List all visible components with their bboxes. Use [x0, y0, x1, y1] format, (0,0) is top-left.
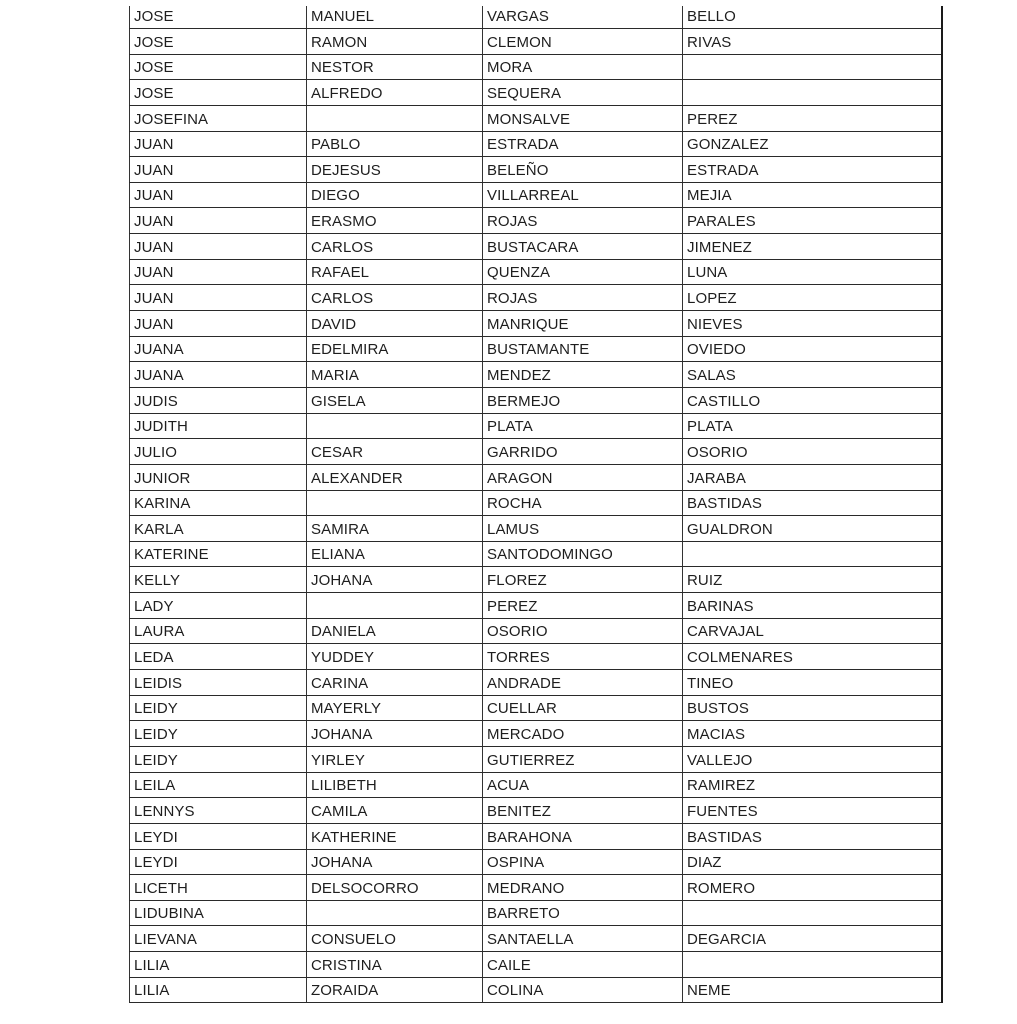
- cell-first-name: LEIDY: [130, 746, 307, 772]
- cell-second-name: CRISTINA: [307, 952, 483, 978]
- cell-first-name: JUAN: [130, 131, 307, 157]
- cell-second-name: MANUEL: [307, 6, 483, 29]
- table-row: [130, 387, 942, 413]
- cell-first-surname: SANTAELLA: [483, 926, 683, 952]
- cell-second-surname: DIAZ: [683, 849, 942, 875]
- table-row: [130, 29, 942, 55]
- table-row: [130, 593, 942, 619]
- cell-first-name: JOSE: [130, 29, 307, 55]
- cell-first-name: JUAN: [130, 157, 307, 183]
- cell-second-name: ALEXANDER: [307, 464, 483, 490]
- cell-first-name: JUAN: [130, 259, 307, 285]
- cell-first-surname: LAMUS: [483, 516, 683, 542]
- cell-first-surname: SANTODOMINGO: [483, 541, 683, 567]
- cell-second-surname: COLMENARES: [683, 644, 942, 670]
- table-row: [130, 849, 942, 875]
- cell-first-surname: CUELLAR: [483, 695, 683, 721]
- table-row: [130, 798, 942, 824]
- cell-second-surname: OVIEDO: [683, 336, 942, 362]
- table-row: [130, 362, 942, 388]
- cell-first-name: JUAN: [130, 182, 307, 208]
- table-row: [130, 644, 942, 670]
- cell-second-name: CARINA: [307, 670, 483, 696]
- table-row: [130, 977, 942, 1003]
- cell-first-surname: VILLARREAL: [483, 182, 683, 208]
- table-row: [130, 234, 942, 260]
- cell-first-name: JUANA: [130, 362, 307, 388]
- table-row: [130, 6, 942, 29]
- cell-first-name: JOSE: [130, 80, 307, 106]
- cell-first-surname: OSORIO: [483, 618, 683, 644]
- table-row: [130, 823, 942, 849]
- cell-second-surname: FUENTES: [683, 798, 942, 824]
- cell-first-surname: PLATA: [483, 413, 683, 439]
- cell-second-name: LILIBETH: [307, 772, 483, 798]
- cell-second-surname: RIVAS: [683, 29, 942, 55]
- cell-second-surname: JIMENEZ: [683, 234, 942, 260]
- table-row: [130, 157, 942, 183]
- cell-second-surname: MACIAS: [683, 721, 942, 747]
- cell-second-surname: NEME: [683, 977, 942, 1003]
- cell-second-surname: GONZALEZ: [683, 131, 942, 157]
- cell-first-surname: ANDRADE: [483, 670, 683, 696]
- cell-second-name: [307, 490, 483, 516]
- cell-first-name: KARLA: [130, 516, 307, 542]
- table-row: [130, 311, 942, 337]
- cell-first-surname: ROCHA: [483, 490, 683, 516]
- cell-second-name: YUDDEY: [307, 644, 483, 670]
- cell-first-surname: FLOREZ: [483, 567, 683, 593]
- cell-first-name: JULIO: [130, 439, 307, 465]
- cell-second-surname: LUNA: [683, 259, 942, 285]
- table-row: [130, 567, 942, 593]
- cell-second-surname: GUALDRON: [683, 516, 942, 542]
- cell-second-surname: BASTIDAS: [683, 823, 942, 849]
- table-row: [130, 259, 942, 285]
- cell-first-surname: MORA: [483, 54, 683, 80]
- cell-second-name: GISELA: [307, 387, 483, 413]
- table-row: [130, 541, 942, 567]
- cell-first-surname: MEDRANO: [483, 875, 683, 901]
- cell-second-surname: CARVAJAL: [683, 618, 942, 644]
- cell-first-name: LEYDI: [130, 849, 307, 875]
- cell-first-name: LEIDIS: [130, 670, 307, 696]
- cell-second-surname: ROMERO: [683, 875, 942, 901]
- cell-first-name: JOSE: [130, 54, 307, 80]
- table-row: [130, 670, 942, 696]
- cell-first-surname: ROJAS: [483, 208, 683, 234]
- table-row: [130, 131, 942, 157]
- cell-second-name: KATHERINE: [307, 823, 483, 849]
- cell-first-surname: MENDEZ: [483, 362, 683, 388]
- cell-first-surname: ROJAS: [483, 285, 683, 311]
- table-row: [130, 182, 942, 208]
- cell-second-name: [307, 105, 483, 131]
- table-row: [130, 695, 942, 721]
- cell-second-surname: [683, 54, 942, 80]
- cell-first-name: LILIA: [130, 952, 307, 978]
- cell-second-name: CAMILA: [307, 798, 483, 824]
- table-row: [130, 875, 942, 901]
- cell-first-name: LEYDI: [130, 823, 307, 849]
- cell-second-name: RAMON: [307, 29, 483, 55]
- cell-second-name: [307, 413, 483, 439]
- cell-second-name: MAYERLY: [307, 695, 483, 721]
- cell-second-name: RAFAEL: [307, 259, 483, 285]
- names-table-body: [130, 6, 942, 1003]
- cell-first-surname: BENITEZ: [483, 798, 683, 824]
- cell-second-surname: OSORIO: [683, 439, 942, 465]
- cell-second-surname: DEGARCIA: [683, 926, 942, 952]
- cell-first-surname: CAILE: [483, 952, 683, 978]
- cell-second-name: CARLOS: [307, 234, 483, 260]
- cell-second-name: JOHANA: [307, 721, 483, 747]
- cell-first-name: LIEVANA: [130, 926, 307, 952]
- cell-second-name: CESAR: [307, 439, 483, 465]
- cell-first-surname: ESTRADA: [483, 131, 683, 157]
- table-row: [130, 772, 942, 798]
- cell-first-name: LENNYS: [130, 798, 307, 824]
- cell-second-name: NESTOR: [307, 54, 483, 80]
- cell-first-name: LILIA: [130, 977, 307, 1003]
- cell-first-name: LICETH: [130, 875, 307, 901]
- cell-second-name: DEJESUS: [307, 157, 483, 183]
- table-row: [130, 490, 942, 516]
- cell-second-name: ERASMO: [307, 208, 483, 234]
- cell-second-name: CARLOS: [307, 285, 483, 311]
- cell-second-name: JOHANA: [307, 567, 483, 593]
- cell-first-name: LAURA: [130, 618, 307, 644]
- cell-second-surname: BASTIDAS: [683, 490, 942, 516]
- cell-second-surname: PLATA: [683, 413, 942, 439]
- cell-first-name: JUAN: [130, 311, 307, 337]
- table-row: [130, 336, 942, 362]
- cell-first-surname: BUSTACARA: [483, 234, 683, 260]
- cell-second-name: [307, 900, 483, 926]
- cell-first-surname: MANRIQUE: [483, 311, 683, 337]
- cell-first-name: JUDITH: [130, 413, 307, 439]
- cell-first-name: KATERINE: [130, 541, 307, 567]
- cell-second-surname: [683, 900, 942, 926]
- cell-first-surname: ARAGON: [483, 464, 683, 490]
- table-row: [130, 746, 942, 772]
- cell-first-surname: GARRIDO: [483, 439, 683, 465]
- cell-first-surname: MERCADO: [483, 721, 683, 747]
- cell-first-surname: COLINA: [483, 977, 683, 1003]
- cell-first-name: LEILA: [130, 772, 307, 798]
- cell-second-surname: BELLO: [683, 6, 942, 29]
- table-row: [130, 285, 942, 311]
- cell-first-name: JUNIOR: [130, 464, 307, 490]
- cell-second-surname: PARALES: [683, 208, 942, 234]
- table-row: [130, 464, 942, 490]
- names-table: [129, 6, 943, 1003]
- table-row: [130, 721, 942, 747]
- cell-first-name: LEIDY: [130, 695, 307, 721]
- cell-first-name: KELLY: [130, 567, 307, 593]
- cell-second-name: DANIELA: [307, 618, 483, 644]
- cell-second-surname: ESTRADA: [683, 157, 942, 183]
- cell-second-name: ELIANA: [307, 541, 483, 567]
- cell-first-name: JOSE: [130, 6, 307, 29]
- cell-second-name: MARIA: [307, 362, 483, 388]
- cell-second-surname: NIEVES: [683, 311, 942, 337]
- table-row: [130, 926, 942, 952]
- cell-second-name: ALFREDO: [307, 80, 483, 106]
- cell-second-surname: BUSTOS: [683, 695, 942, 721]
- cell-second-name: SAMIRA: [307, 516, 483, 542]
- table-row: [130, 413, 942, 439]
- cell-first-name: LADY: [130, 593, 307, 619]
- cell-second-name: PABLO: [307, 131, 483, 157]
- cell-first-surname: MONSALVE: [483, 105, 683, 131]
- cell-first-name: LIDUBINA: [130, 900, 307, 926]
- table-row: [130, 516, 942, 542]
- cell-first-name: JUANA: [130, 336, 307, 362]
- cell-first-name: JUDIS: [130, 387, 307, 413]
- cell-second-surname: [683, 80, 942, 106]
- cell-first-surname: ACUA: [483, 772, 683, 798]
- cell-first-surname: BELEÑO: [483, 157, 683, 183]
- cell-first-surname: BUSTAMANTE: [483, 336, 683, 362]
- cell-first-name: JUAN: [130, 208, 307, 234]
- table-row: [130, 105, 942, 131]
- table-row: [130, 80, 942, 106]
- cell-second-name: ZORAIDA: [307, 977, 483, 1003]
- cell-first-name: JUAN: [130, 285, 307, 311]
- cell-first-surname: BARAHONA: [483, 823, 683, 849]
- cell-second-surname: BARINAS: [683, 593, 942, 619]
- cell-first-name: KARINA: [130, 490, 307, 516]
- table-row: [130, 208, 942, 234]
- cell-first-name: JUAN: [130, 234, 307, 260]
- cell-second-name: DELSOCORRO: [307, 875, 483, 901]
- cell-first-name: JOSEFINA: [130, 105, 307, 131]
- table-row: [130, 54, 942, 80]
- cell-first-surname: TORRES: [483, 644, 683, 670]
- cell-second-surname: [683, 952, 942, 978]
- table-row: [130, 439, 942, 465]
- cell-second-surname: JARABA: [683, 464, 942, 490]
- cell-second-surname: SALAS: [683, 362, 942, 388]
- cell-second-name: DIEGO: [307, 182, 483, 208]
- cell-first-surname: SEQUERA: [483, 80, 683, 106]
- cell-first-surname: BERMEJO: [483, 387, 683, 413]
- cell-second-surname: CASTILLO: [683, 387, 942, 413]
- cell-second-name: [307, 593, 483, 619]
- cell-first-surname: VARGAS: [483, 6, 683, 29]
- cell-second-surname: RAMIREZ: [683, 772, 942, 798]
- cell-second-surname: MEJIA: [683, 182, 942, 208]
- cell-first-surname: OSPINA: [483, 849, 683, 875]
- cell-first-surname: BARRETO: [483, 900, 683, 926]
- cell-second-name: EDELMIRA: [307, 336, 483, 362]
- table-row: [130, 618, 942, 644]
- cell-second-name: CONSUELO: [307, 926, 483, 952]
- cell-first-name: LEDA: [130, 644, 307, 670]
- cell-second-surname: RUIZ: [683, 567, 942, 593]
- cell-first-name: LEIDY: [130, 721, 307, 747]
- table-row: [130, 952, 942, 978]
- cell-second-surname: [683, 541, 942, 567]
- cell-second-name: DAVID: [307, 311, 483, 337]
- cell-second-name: YIRLEY: [307, 746, 483, 772]
- table-row: [130, 900, 942, 926]
- cell-second-surname: LOPEZ: [683, 285, 942, 311]
- cell-first-surname: QUENZA: [483, 259, 683, 285]
- cell-first-surname: GUTIERREZ: [483, 746, 683, 772]
- cell-second-name: JOHANA: [307, 849, 483, 875]
- cell-second-surname: TINEO: [683, 670, 942, 696]
- cell-first-surname: PEREZ: [483, 593, 683, 619]
- cell-second-surname: PEREZ: [683, 105, 942, 131]
- cell-second-surname: VALLEJO: [683, 746, 942, 772]
- cell-first-surname: CLEMON: [483, 29, 683, 55]
